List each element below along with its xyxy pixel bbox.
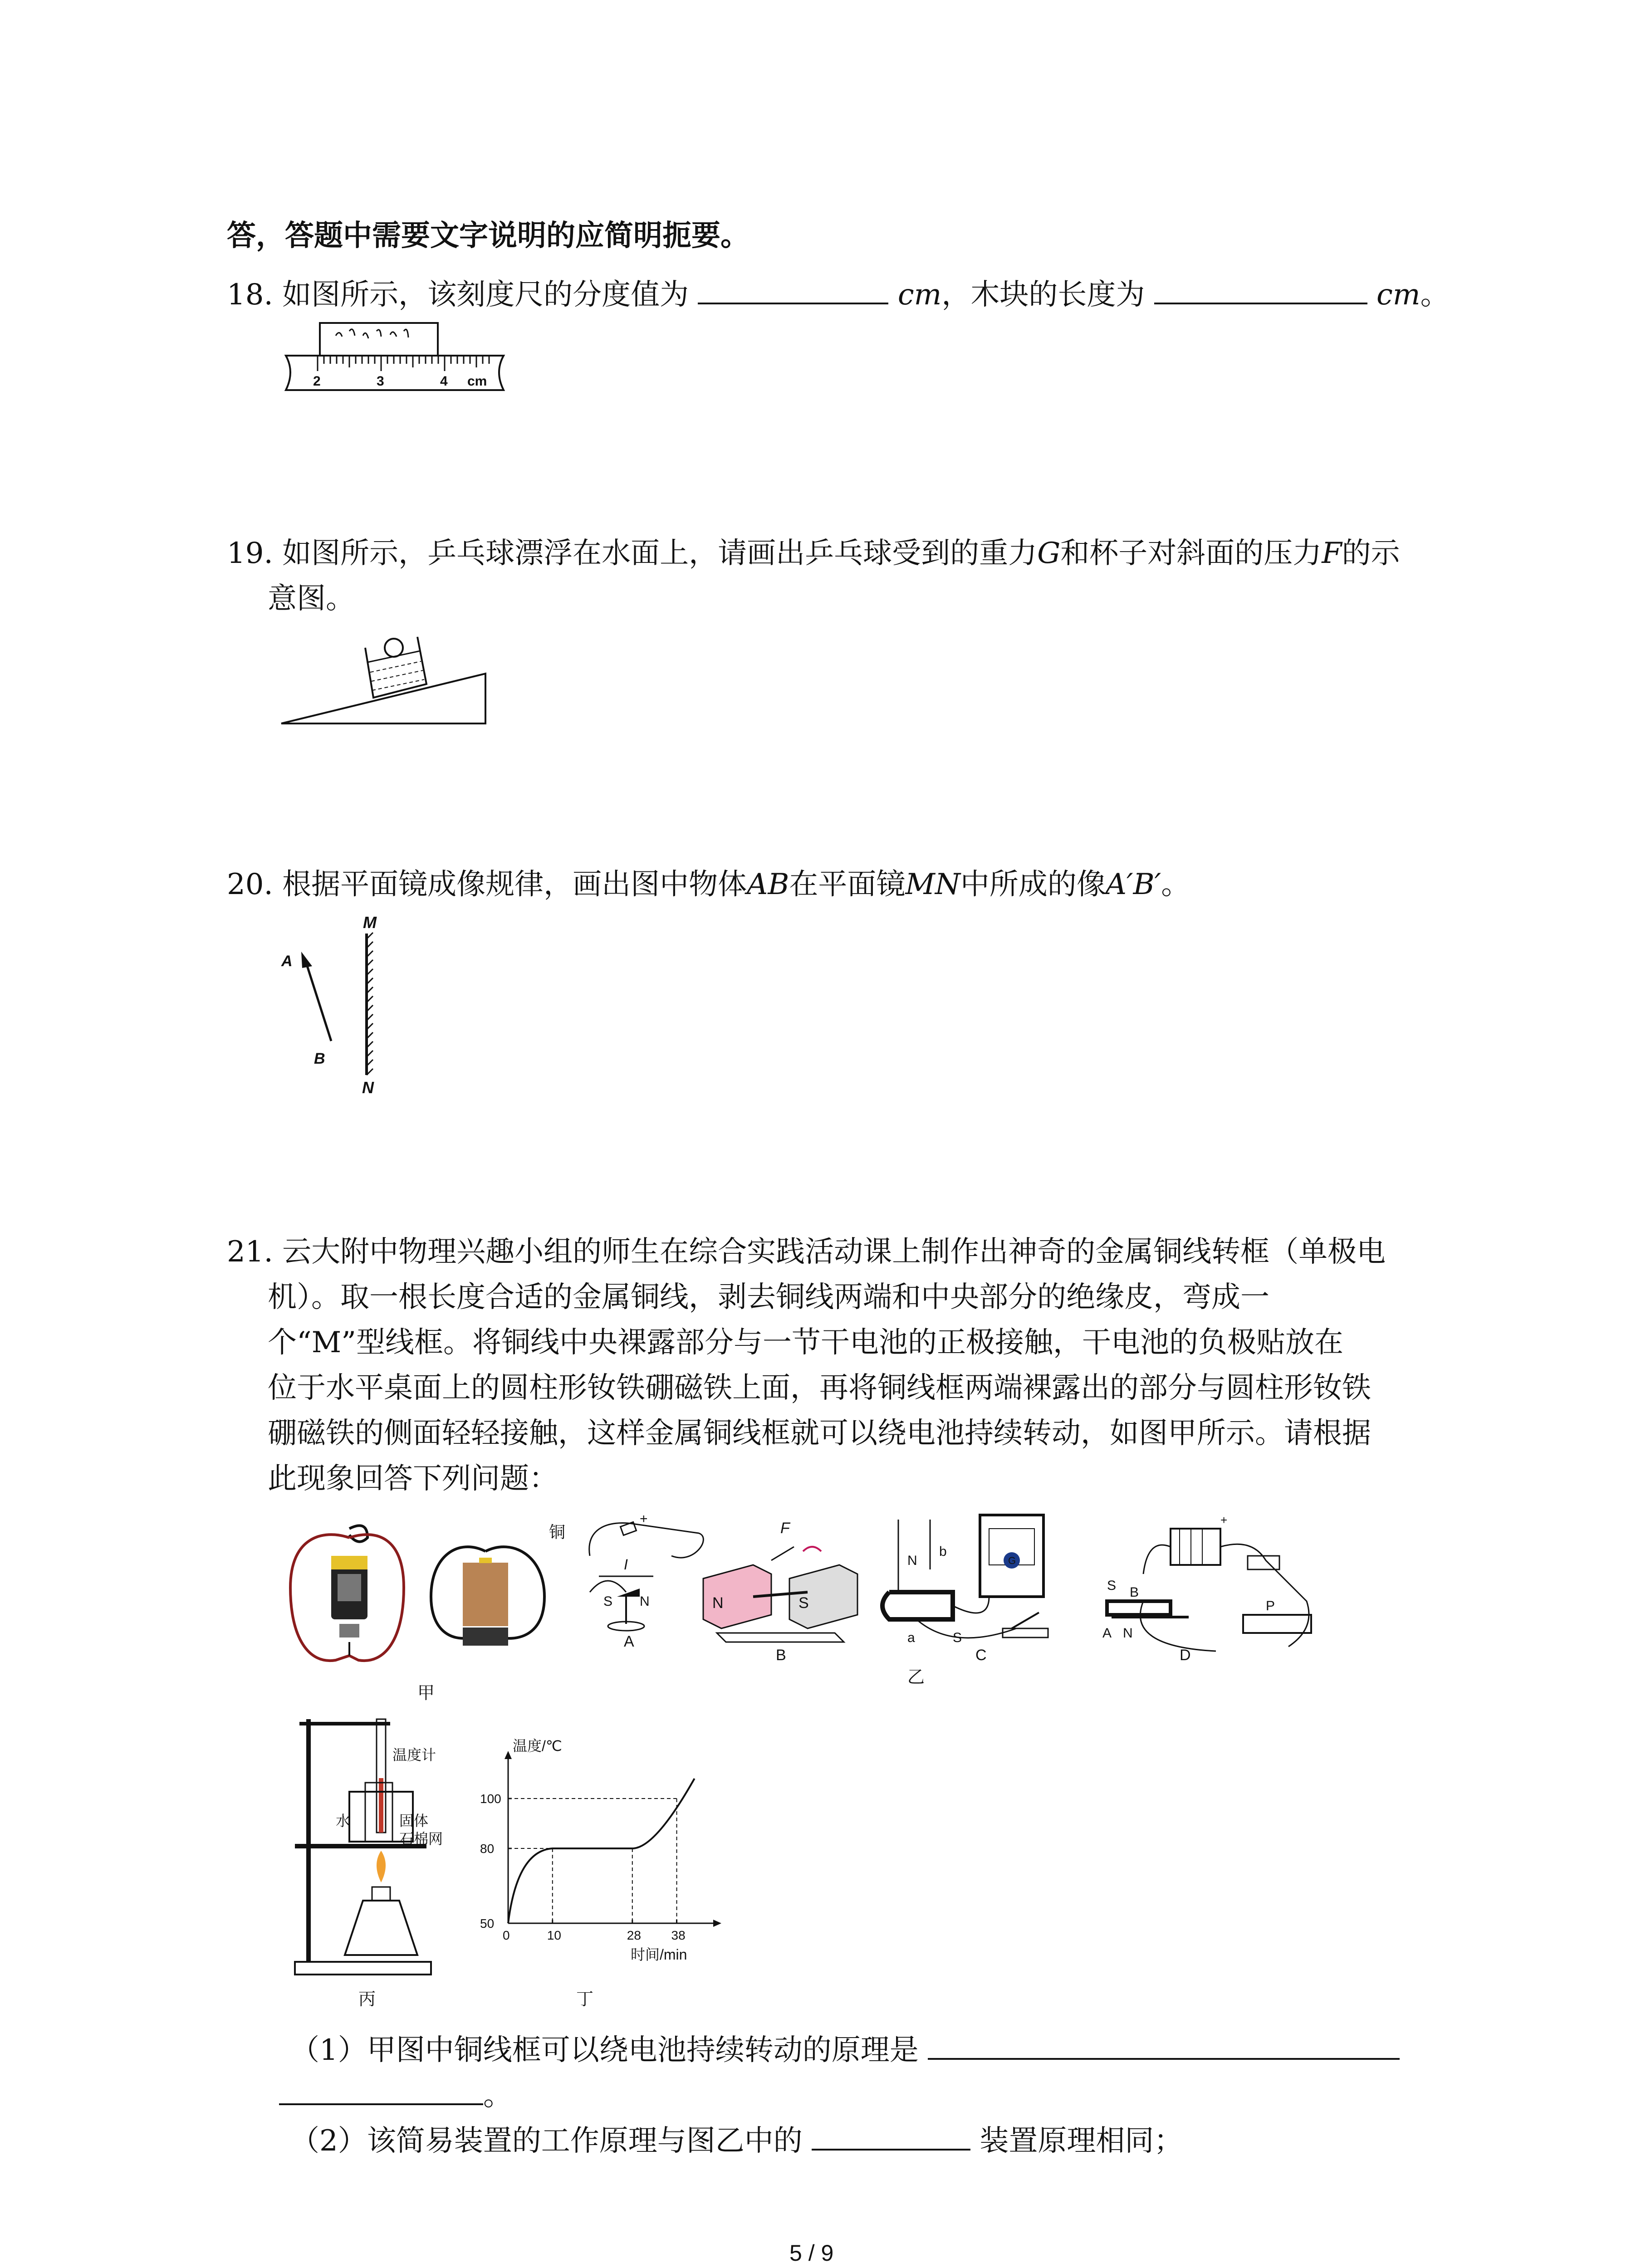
alcohol-lamp [345,1901,417,1955]
chart-ylabel: 温度/℃ [513,1738,562,1754]
label-plus: + [640,1511,648,1526]
chart-axes [480,1751,721,1942]
question-text: 在平面镜 [789,868,906,901]
ruler-label: 2 [313,374,321,389]
variable: G [1037,537,1061,570]
label-n: N [907,1553,917,1568]
figure-ding-chart [467,1733,740,2014]
question-21 [227,1229,1386,1275]
question-text: 和杯子对斜面的压力 [1060,537,1322,570]
ruler-label: 4 [440,374,448,389]
label-a: A [281,953,293,970]
compass-needle [617,1589,640,1597]
question-line: 位于水平桌面上的圆柱形钕铁硼磁铁上面，再将铜线框两端裸露出的部分与圆柱形钕铁 [268,1371,1371,1405]
label-gauze: 石棉网 [399,1831,443,1847]
y-axis-arrow [505,1751,512,1759]
question-number: 20. [227,868,273,901]
label-c: C [975,1647,987,1664]
question-text: 。 [1420,278,1450,312]
question-line: 个“M”型线框。将铜线中央裸露部分与一节干电池的正极接触，干电池的负极贴放在 [268,1326,1343,1359]
question-19-cont: 意图。 [268,582,355,616]
question-text: 如图所示，该刻度尺的分度值为 [282,278,689,312]
flame [377,1851,386,1882]
label-thermometer: 温度计 [392,1747,436,1763]
magnet [339,1624,359,1637]
ruler-ticks [318,356,489,371]
label-bing: 丙 [358,1990,376,2009]
label-a-small: a [907,1630,915,1645]
answer-blank[interactable] [698,275,888,304]
battery-2 [463,1563,508,1626]
page-number: 5 / 9 [789,2240,834,2266]
label-jia: 甲 [417,1684,435,1703]
label-solid: 固体 [399,1813,429,1829]
apparatus-b [703,1520,857,1664]
question-text: （1）甲图中铜线框可以绕电池持续转动的原理是 [290,2033,919,2067]
label-m: M [363,913,377,932]
ruler-unit-label: cm [467,374,487,389]
label-copper: 铜 [549,1523,566,1541]
label-a: A [1102,1626,1112,1641]
label-n: N [712,1594,724,1612]
cup [365,637,426,698]
label-b-small: b [939,1544,947,1559]
sub-question-1 [290,2028,1400,2073]
ruler-label: 3 [377,374,384,389]
label-p: P [1266,1598,1275,1613]
incline-plane [281,674,485,723]
question-text: 。 [483,2079,512,2112]
chart-xlabel: 时间/min [631,1946,687,1963]
label-plus: + [1220,1513,1228,1527]
question-line: 机）。取一根长度合适的金属铜线，剥去铜线两端和中央部分的绝缘皮，弯成一 [268,1281,1269,1314]
label-s: S [1107,1578,1117,1593]
question-text: 根据平面镜成像规律，画出图中物体 [282,868,747,901]
answer-blank[interactable] [928,2031,1400,2060]
magnet-2 [463,1628,508,1646]
question-line: 云大附中物理兴趣小组的师生在综合实践活动课上制作出神奇的金属铜线转框（单极电 [282,1235,1386,1269]
label-n: N [1123,1626,1133,1641]
arrow-head [301,952,312,968]
temperature-curve [508,1779,695,1923]
answer-blank[interactable] [812,2121,970,2151]
ruler-figure [277,318,522,408]
question-text: 如图所示，乒乓球漂浮在水面上，请画出乒乓球受到的重力 [282,537,1038,570]
variable: F [1322,537,1342,570]
figure-yi [581,1510,1352,1715]
label-s: S [603,1594,613,1609]
question-text: ，木块的长度为 [941,278,1145,312]
label-yi: 乙 [907,1668,925,1687]
y-tick-label: 50 [480,1916,495,1931]
question-text: 装置原理相同； [980,2124,1183,2158]
y-tick-label: 100 [480,1792,501,1806]
unit: cm [897,278,942,312]
question-number: 18. [227,278,273,312]
question-18 [227,272,1450,318]
variable: AB [747,868,789,901]
question-20 [227,862,1190,907]
rheostat [1243,1615,1311,1633]
question-text: 的示 [1342,537,1400,570]
variable: MN [905,868,960,901]
question-text: 中所成的像 [960,868,1106,901]
sub-question-2 [290,2118,1183,2164]
label-force: F [780,1520,790,1537]
label-s: S [798,1594,809,1612]
question-number: 21. [227,1235,273,1269]
label-g: G [1008,1555,1016,1566]
question-line: 硼磁铁的侧面轻轻接触，这样金属铜线框就可以绕电池持续转动，如图甲所示。请根据 [268,1417,1371,1450]
label-d: D [1180,1647,1191,1664]
stand-base [295,1962,431,1975]
x-tick-label: 10 [547,1928,561,1942]
question-line: 此现象回答下列问题： [268,1462,558,1496]
question-number: 19. [227,537,273,570]
question-19 [227,531,1400,576]
label-s: S [953,1630,962,1645]
figure-bing [290,1710,481,2009]
label-b: B [1130,1585,1139,1600]
apparatus-c [882,1515,1048,1664]
chart-marks [508,1779,695,1923]
x-tick-label: 28 [627,1928,641,1942]
label-water: 水 [336,1813,351,1829]
wood-grain [336,329,408,338]
variable: A′B′ [1105,868,1161,901]
label-a: A [624,1633,634,1650]
battery-pack [1171,1529,1220,1565]
x-tick-label: 0 [503,1928,510,1942]
label-n: N [362,1078,374,1097]
figure-jia [281,1520,572,1706]
answer-blank[interactable] [279,2076,483,2105]
label-ding: 丁 [576,1990,594,2009]
object-ab [306,962,331,1041]
unit: cm [1376,278,1421,312]
y-tick-label: 80 [480,1842,495,1856]
label-current: I [624,1556,628,1573]
incline-figure [277,631,495,735]
mirror-figure [272,912,390,1102]
question-text: （2）该简易装置的工作原理与图乙中的 [290,2124,803,2158]
x-axis-arrow [713,1920,721,1927]
wood-block [320,323,438,356]
ping-pong-ball [385,639,403,657]
answer-blank[interactable] [1154,275,1367,304]
label-b: B [776,1647,786,1664]
apparatus-a [589,1511,704,1650]
sub-question-1-cont [279,2073,512,2118]
label-b: B [314,1050,325,1067]
apparatus-d [1102,1513,1311,1664]
question-text: 。 [1161,868,1190,901]
section-instruction: 答，答题中需要文字说明的应简明扼要。 [227,219,749,253]
label-n: N [640,1594,650,1609]
x-tick-label: 38 [671,1928,686,1942]
